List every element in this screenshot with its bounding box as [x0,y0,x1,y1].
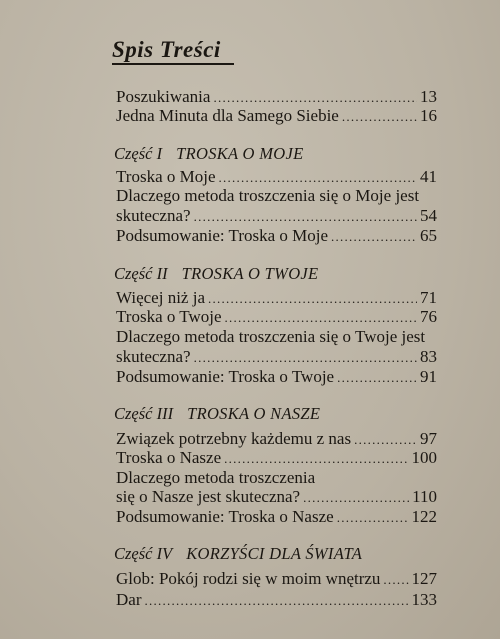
toc-entry[interactable] [116,225,437,247]
entry-first-line: Dlaczego metoda troszczenia [116,468,316,487]
entry-page: 13 [420,87,437,106]
entry-label: Więcej niż ja [116,288,205,307]
toc-entry[interactable] [116,568,437,590]
entry-page: 100 [411,448,437,467]
entry-label: Związek potrzebny każdemu z nas [116,429,352,448]
entry-page: 122 [411,507,437,526]
entry-page: 97 [420,429,437,448]
part-number: Część I [114,144,163,163]
entry-page: 16 [420,106,437,125]
dot-leader [383,569,408,591]
part-heading [114,543,362,565]
entry-page: 65 [420,226,437,245]
part-number: Część IV [114,544,173,563]
title-underline [112,63,234,65]
dot-leader [342,106,417,128]
toc-entry[interactable] [116,306,437,328]
toc-entry[interactable] [116,506,437,528]
entry-label: Glob: Pokój rodzi się w moim wnętrzu [116,569,381,588]
part-heading [114,263,318,285]
entry-label: skuteczna? [116,206,191,225]
part-number: Część II [114,264,168,283]
entry-page: 54 [420,206,437,225]
entry-page: 76 [420,307,437,326]
toc-entry[interactable] [116,447,437,469]
entry-first-line: Dlaczego metoda troszczenia się o Moje jest [116,186,420,205]
entry-first-line: Dlaczego metoda troszczenia się o Twoje jest [116,327,426,346]
dot-leader [337,507,409,529]
dot-leader [331,226,417,248]
entry-label: Troska o Moje [116,167,216,186]
part-heading [114,143,303,165]
entry-page: 127 [411,569,437,588]
entry-label: Poszukiwania [116,87,211,106]
entry-label: się o Nasze jest skuteczna? [116,487,301,506]
part-heading [114,403,320,425]
entry-label: skuteczna? [116,347,191,366]
toc-entry[interactable] [116,486,437,508]
toc-entry[interactable] [116,366,437,388]
entry-label: Podsumowanie: Troska o Twoje [116,367,335,386]
entry-label: Podsumowanie: Troska o Nasze [116,507,334,526]
entry-page: 110 [412,487,437,506]
toc-title: Spis Treści [112,37,221,62]
entry-page: 91 [420,367,437,386]
entry-label: Podsumowanie: Troska o Moje [116,226,329,245]
part-number: Część III [114,404,174,423]
entry-page: 71 [420,288,437,307]
entry-label: Troska o Nasze [116,448,222,467]
dot-leader [337,367,417,389]
toc-entry[interactable] [116,346,437,368]
entry-page: 133 [411,590,437,609]
toc-entry[interactable] [116,205,437,227]
entry-page: 83 [420,347,437,366]
dot-leader [144,590,408,612]
part-name: TROSKA O NASZE [187,404,321,423]
toc-entry[interactable] [116,589,437,611]
part-name: TROSKA O TWOJE [181,264,319,283]
part-name: TROSKA O MOJE [176,144,304,163]
entry-page: 41 [420,167,437,186]
entry-label: Troska o Twoje [116,307,222,326]
entry-label: Dar [116,590,142,609]
part-name: KORZYŚCI DLA ŚWIATA [186,544,363,563]
toc-entry[interactable] [116,105,437,127]
entry-label: Jedna Minuta dla Samego Siebie [116,106,339,125]
